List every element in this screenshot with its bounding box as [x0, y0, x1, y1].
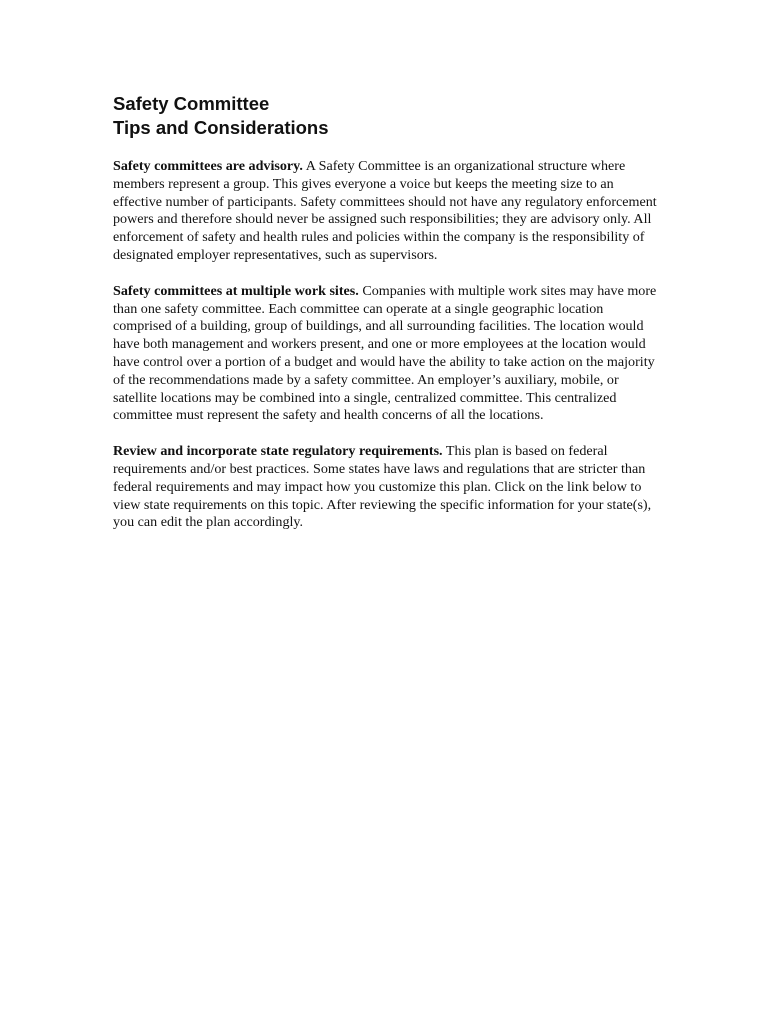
section-body: Companies with multiple work sites may have more than one safety committee. Each committee can operate at a single geographic location comprised of a building, group of buildings, and all surrounding facilities. The location would have both management and workers present, and one or more employees at the location would have control over a portion of a budget and would have the ability to take action on the majority of the recommendations made by a safety committee. An employer’s auxiliary, mobile, or satellite locations may be combined into a single, centralized committee. This centralized committee must represent the safety and health concerns of all the locations. — [113, 282, 657, 424]
section-heading: Review and incorporate state regulatory requirements. — [113, 443, 443, 460]
title-line-2: Tips and Considerations — [113, 117, 329, 138]
section-body: This plan is based on federal requirements and/or best practices. Some states have laws and regulations that are stricter than federal requirements and may impact how you customize this plan. Click on the link below to view state requirements on this topic. After reviewing the specific information for your state(s), you can edit the plan accordingly. — [113, 443, 652, 531]
section-state-requirements — [113, 443, 658, 532]
document-title — [113, 92, 658, 140]
title-line-1: Safety Committee — [113, 93, 270, 114]
section-heading: Safety committees are advisory. — [113, 158, 303, 174]
document-page — [113, 92, 658, 550]
section-body: A Safety Committee is an organizational structure where members represent a group. This gives everyone a voice but keeps the meeting size to an effective number of participants. Safety committees should not have any regulatory enforcement powers and therefore should never be assigned such responsibilities; they are advisory only. All enforcement of safety and health rules and policies within the company is the responsibility of designated employer representatives, such as supervisors. — [113, 158, 657, 263]
section-heading: Safety committees at multiple work sites. — [113, 282, 359, 299]
section-advisory — [113, 158, 658, 265]
section-multiple-sites — [113, 283, 658, 425]
